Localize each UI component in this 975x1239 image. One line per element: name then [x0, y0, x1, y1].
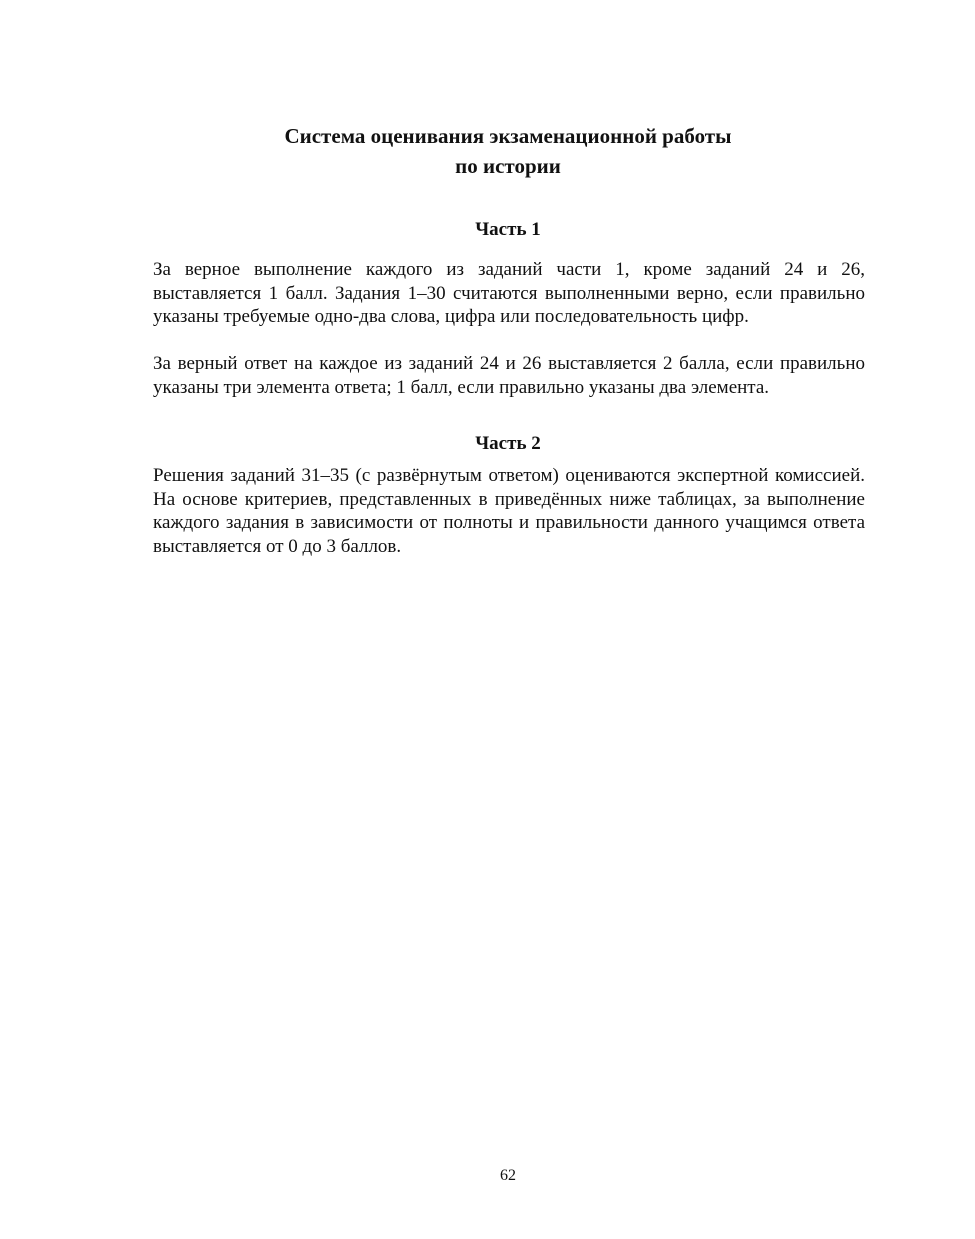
part-1-paragraph-1: За верное выполнение каждого из заданий части 1, кроме заданий 24 и 26, выставляется 1 балл. Задания 1–30 считаются выполненными верно, если правильно указаны требуемые одно-два слова, цифра или последовательность цифр.: [153, 259, 865, 327]
page-number: 62: [500, 1167, 516, 1184]
part-2-heading: Часть 2: [475, 433, 541, 454]
document-title-line-2: по истории: [455, 154, 561, 178]
part-1-paragraph-2: За верный ответ на каждое из заданий 24 и 26 выставляется 2 балла, если правильно указаны три элемента ответа; 1 балл, если правильно указаны два элемента.: [153, 353, 865, 398]
part-1-heading: Часть 1: [475, 219, 541, 240]
part-2-paragraph-1: Решения заданий 31–35 (с развёрнутым ответом) оцениваются экспертной комиссией. На основе критериев, представленных в приведённых ниже таблицах, за выполнение каждого задания в зависимости от полноты и правильности данного учащимся ответа выставляется от 0 до 3 баллов.: [153, 465, 865, 557]
document-title-line-1: Система оценивания экзаменационной работы: [284, 124, 732, 148]
